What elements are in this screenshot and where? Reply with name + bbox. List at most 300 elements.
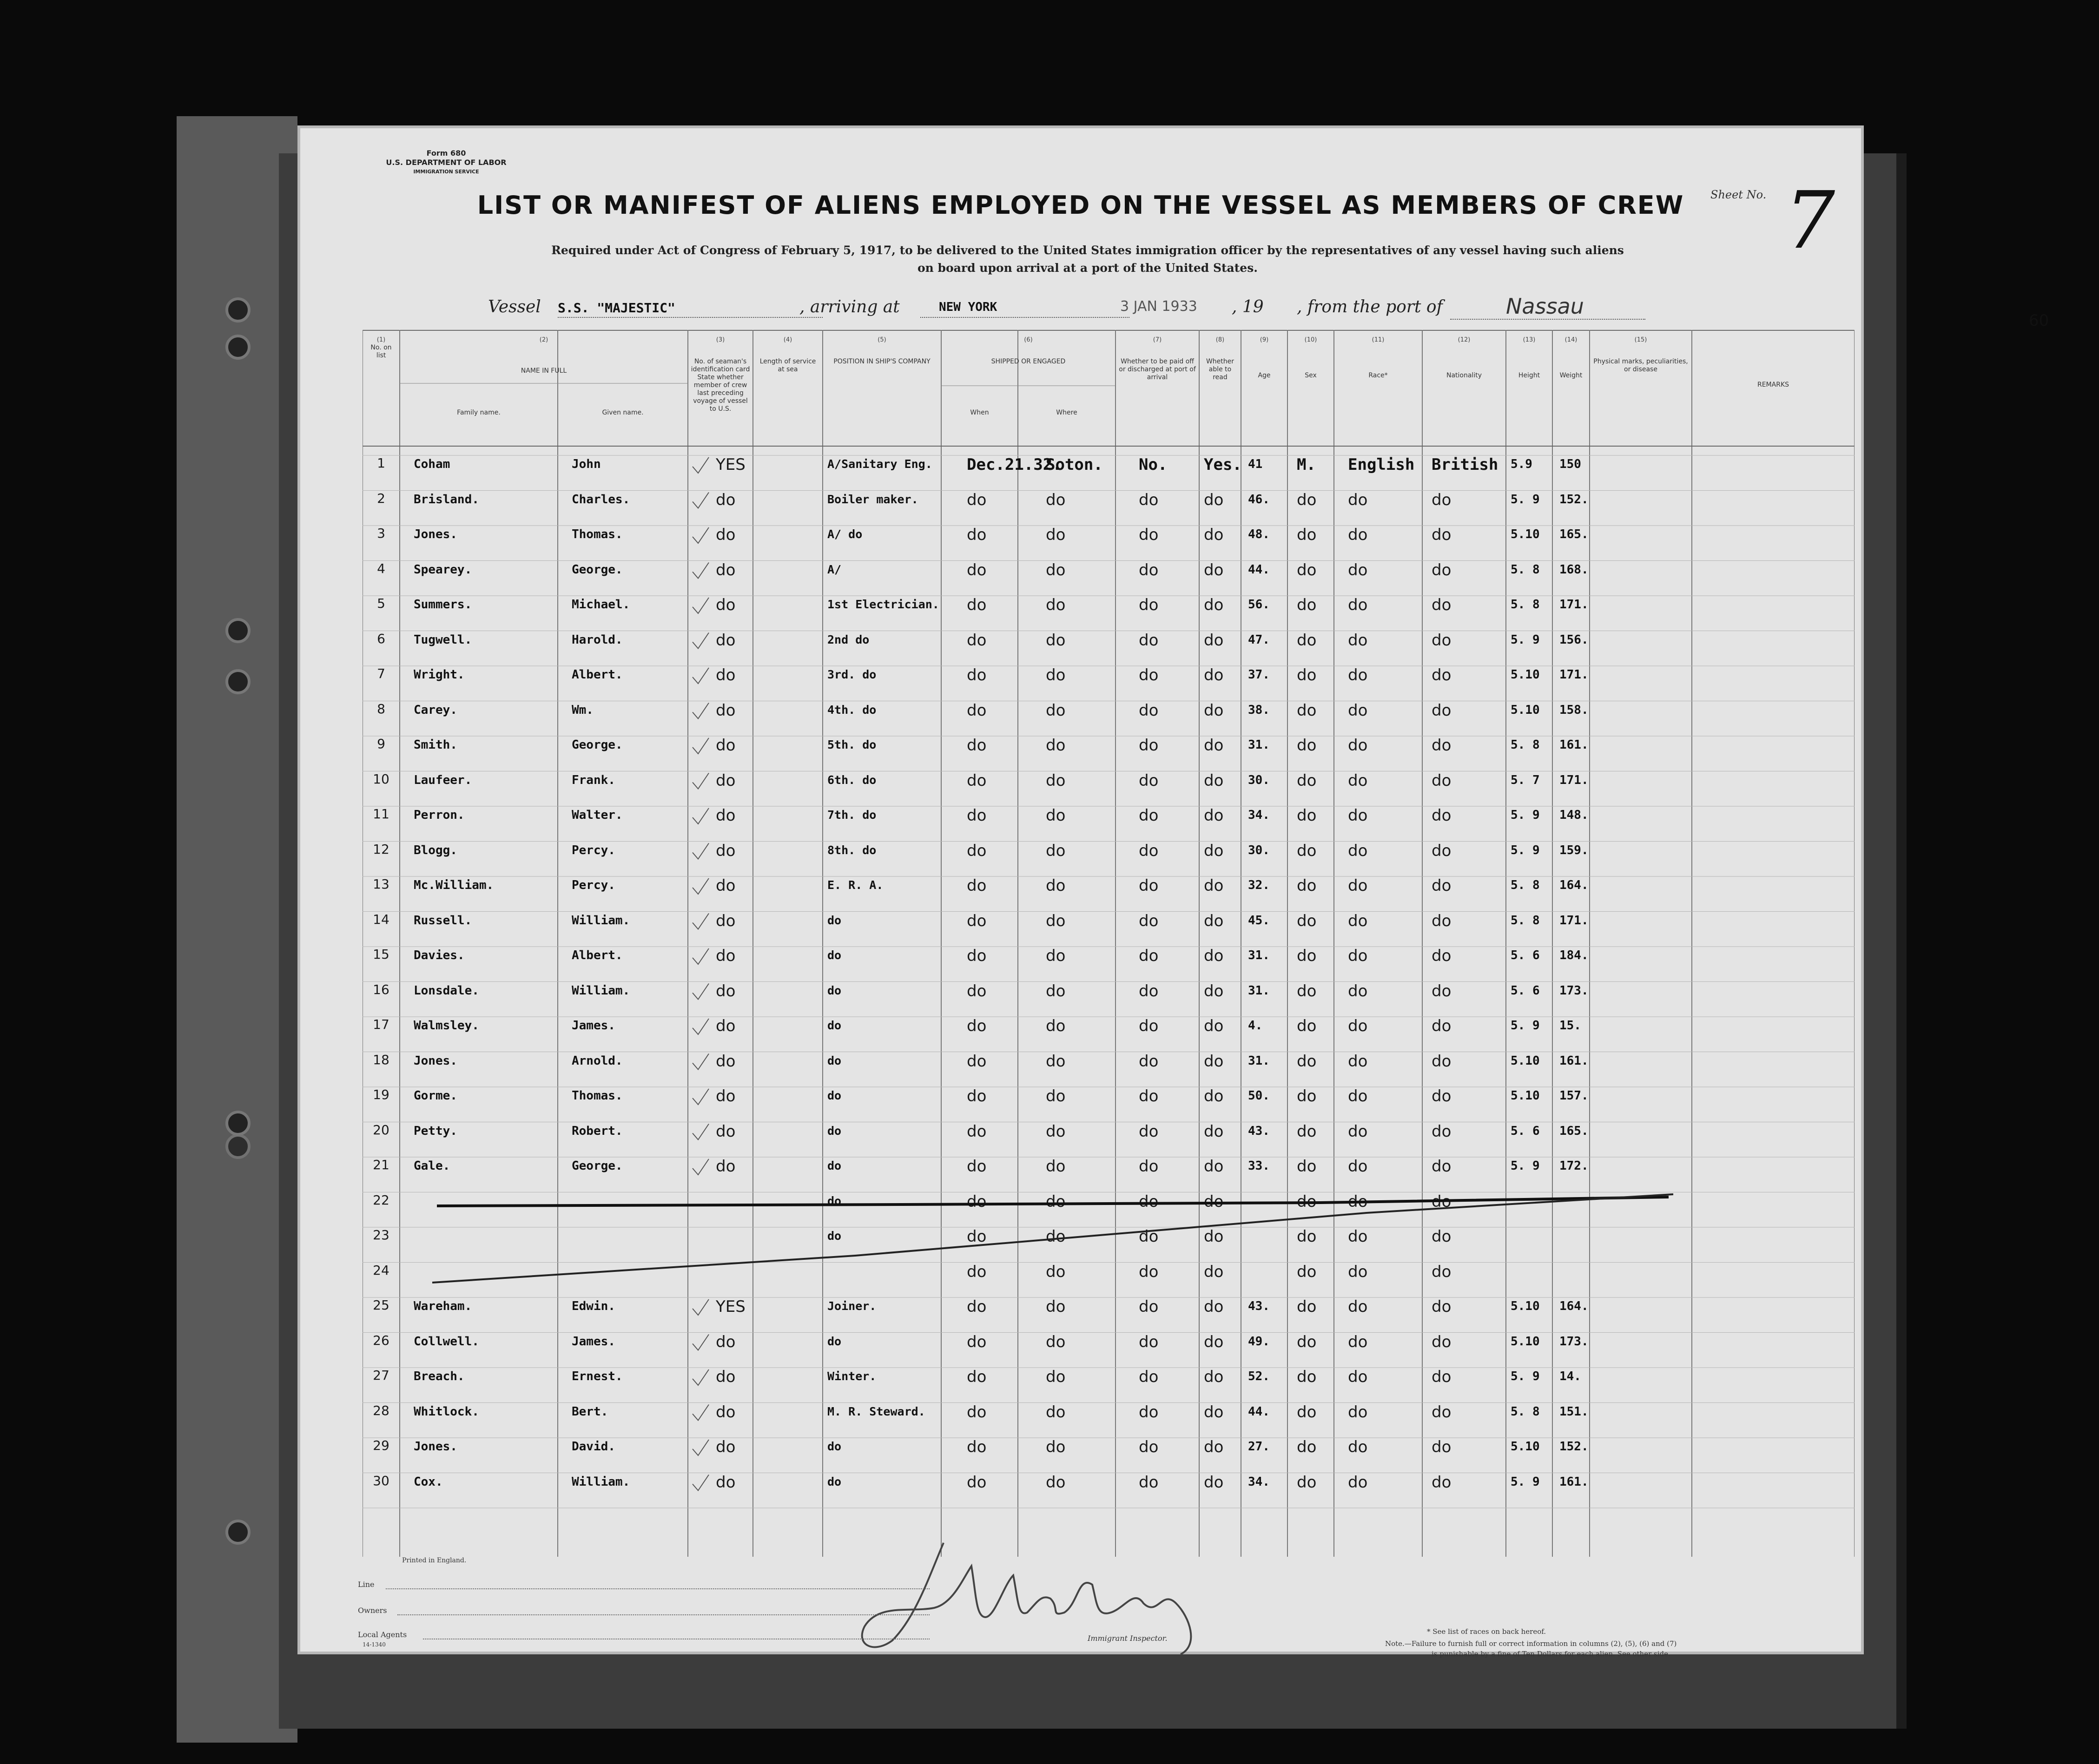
age-cell: 38. — [1248, 703, 1270, 717]
position-cell: 2nd do — [827, 632, 870, 646]
row-number: 26 — [373, 1332, 389, 1348]
when-cell: do — [967, 560, 987, 579]
given-name-cell: Bert. — [572, 1404, 608, 1419]
position-cell: do — [827, 1089, 842, 1102]
paid-off-cell: do — [1139, 1297, 1159, 1316]
sex-cell: do — [1297, 1157, 1317, 1176]
year-label: , 19 — [1232, 297, 1264, 316]
paid-off-cell: do — [1139, 771, 1159, 790]
able-to-read-cell: do — [1204, 736, 1224, 755]
when-cell: do — [967, 806, 987, 825]
race-cell: do — [1348, 1192, 1368, 1211]
age-cell: 44. — [1248, 1404, 1270, 1419]
card-cell: do — [716, 1438, 736, 1456]
age-cell: 4. — [1248, 1019, 1263, 1033]
card-cell: do — [716, 1473, 736, 1492]
col-nationality-number: (12) — [1458, 336, 1471, 343]
line-field[interactable] — [386, 1588, 930, 1589]
race-cell: do — [1348, 1087, 1368, 1106]
position-cell: 1st Electrician. — [827, 598, 939, 611]
sex-cell: do — [1297, 1192, 1317, 1211]
age-cell: 56. — [1248, 598, 1270, 612]
paid-off-cell: do — [1139, 806, 1159, 825]
sex-cell: do — [1297, 911, 1317, 930]
weight-cell: 171. — [1559, 598, 1589, 612]
able-to-read-cell: do — [1204, 526, 1224, 544]
able-to-read-cell: do — [1204, 876, 1224, 895]
fine-note-1: Note.—Failure to furnish full or correct information in columns (2), (5), (6) and (7) — [1385, 1639, 1677, 1648]
when-cell: do — [967, 1332, 987, 1351]
where-cell: do — [1046, 1227, 1066, 1246]
age-cell: 37. — [1248, 668, 1270, 682]
nationality-cell: do — [1432, 981, 1452, 1000]
paid-off-cell: do — [1139, 666, 1159, 685]
weight-cell: 161. — [1559, 1474, 1589, 1489]
where-cell: do — [1046, 1297, 1066, 1316]
able-to-read-cell: do — [1204, 1368, 1224, 1386]
where-cell: do — [1046, 526, 1066, 544]
given-name-cell: William. — [572, 983, 630, 998]
nationality-cell: do — [1432, 1297, 1452, 1316]
card-cell: do — [716, 947, 736, 965]
race-cell: do — [1348, 666, 1368, 685]
family-name-cell: Collwell. — [414, 1334, 479, 1349]
family-name-cell: Gale. — [414, 1159, 450, 1173]
height-cell: 5. 8 — [1511, 1404, 1540, 1419]
when-cell: do — [967, 1157, 987, 1176]
position-cell: do — [827, 1440, 842, 1453]
sex-cell: do — [1297, 1402, 1317, 1422]
family-name-cell: Jones. — [414, 1053, 457, 1068]
where-cell: do — [1046, 981, 1066, 1000]
height-cell: 5.10 — [1511, 527, 1540, 541]
given-name-cell: George. — [572, 562, 623, 577]
row-number: 28 — [373, 1402, 389, 1418]
able-to-read-cell: do — [1204, 596, 1224, 614]
able-to-read-cell: do — [1204, 1122, 1224, 1141]
when-cell: do — [967, 1227, 987, 1246]
when-cell: do — [967, 1473, 987, 1492]
col-weight-header: Weight — [1559, 372, 1583, 379]
race-cell: do — [1348, 947, 1368, 965]
given-name-cell: William. — [572, 913, 630, 928]
nationality-cell: do — [1432, 1157, 1452, 1176]
given-name-cell: William. — [572, 1474, 630, 1489]
given-name-cell: John — [572, 457, 601, 471]
card-cell: YES — [716, 1297, 746, 1316]
col-marks-header: Physical marks, peculiarities, or disease — [1593, 358, 1688, 373]
paid-off-cell: do — [1139, 736, 1159, 755]
given-name-cell: Charles. — [572, 492, 630, 507]
able-to-read-cell: do — [1204, 841, 1224, 860]
race-cell: do — [1348, 1332, 1368, 1351]
position-cell: A/ — [827, 562, 842, 576]
sex-cell: do — [1297, 947, 1317, 965]
paid-off-cell: do — [1139, 1438, 1159, 1456]
where-cell: do — [1046, 631, 1066, 650]
position-cell: A/Sanitary Eng. — [827, 457, 932, 471]
age-cell: 34. — [1248, 1474, 1270, 1489]
age-cell: 31. — [1248, 1053, 1270, 1068]
age-cell: 34. — [1248, 808, 1270, 822]
weight-cell: 172. — [1559, 1159, 1589, 1173]
family-name-cell: Blogg. — [414, 843, 457, 857]
printed-note: Printed in England. — [402, 1557, 467, 1564]
race-cell: do — [1348, 596, 1368, 614]
sex-cell: do — [1297, 841, 1317, 860]
card-cell: do — [716, 841, 736, 860]
height-cell: 5.9 — [1511, 457, 1532, 471]
family-name-cell: Gorme. — [414, 1089, 457, 1103]
race-cell: do — [1348, 1157, 1368, 1176]
race-cell: do — [1348, 876, 1368, 895]
paid-off-cell: do — [1139, 1368, 1159, 1386]
row-number: 2 — [377, 490, 385, 506]
height-cell: 5. 9 — [1511, 632, 1540, 647]
height-cell: 5.10 — [1511, 1440, 1540, 1454]
height-cell: 5.10 — [1511, 1053, 1540, 1068]
row-number: 10 — [373, 771, 389, 787]
paid-off-cell: do — [1139, 876, 1159, 895]
sex-cell: do — [1297, 1052, 1317, 1071]
paid-off-cell: do — [1139, 1052, 1159, 1071]
given-name-cell: Harold. — [572, 632, 623, 647]
nationality-cell: do — [1432, 947, 1452, 965]
race-cell: do — [1348, 1122, 1368, 1141]
binder-hole — [225, 618, 251, 643]
col-service-number: (4) — [783, 336, 792, 343]
family-name-cell: Smith. — [414, 738, 457, 752]
where-cell: do — [1046, 911, 1066, 930]
row-number: 15 — [373, 947, 389, 962]
weight-cell: 184. — [1559, 948, 1589, 962]
paid-off-cell: No. — [1139, 455, 1168, 474]
paid-off-cell: do — [1139, 1122, 1159, 1141]
sex-cell: do — [1297, 666, 1317, 685]
nationality-cell: do — [1432, 911, 1452, 930]
position-cell: Boiler maker. — [827, 492, 918, 506]
weight-cell: 161. — [1559, 738, 1589, 752]
nationality-cell: do — [1432, 526, 1452, 544]
col-paid-number: (7) — [1153, 336, 1162, 343]
col-sex-number: (10) — [1304, 336, 1317, 343]
height-cell: 5. 9 — [1511, 492, 1540, 507]
able-to-read-cell: do — [1204, 1402, 1224, 1422]
row-number: 22 — [373, 1192, 389, 1208]
row-number: 27 — [373, 1368, 389, 1383]
sex-cell: do — [1297, 1262, 1317, 1281]
age-cell: 30. — [1248, 843, 1270, 857]
sheet-number: 7 — [1785, 175, 1835, 267]
able-to-read-cell: do — [1204, 631, 1224, 650]
weight-cell: 148. — [1559, 808, 1589, 822]
col-position-header: POSITION IN SHIP'S COMPANY — [833, 358, 931, 365]
arriving-label: , arriving at — [799, 297, 900, 316]
age-cell: 41 — [1248, 457, 1263, 471]
paid-off-cell: do — [1139, 1227, 1159, 1246]
form-code: 14-1340 — [363, 1641, 386, 1648]
row-number: 19 — [373, 1087, 389, 1102]
height-cell: 5.10 — [1511, 1299, 1540, 1313]
sex-cell: do — [1297, 736, 1317, 755]
page-title: LIST OR MANIFEST OF ALIENS EMPLOYED ON THE VESSEL AS MEMBERS OF CREW — [477, 191, 1684, 220]
fine-note-2: is punishable by a fine of Ten Dollars for each alien. See other side. — [1432, 1650, 1670, 1658]
position-cell: Joiner. — [827, 1299, 877, 1313]
able-to-read-cell: do — [1204, 1192, 1224, 1211]
where-cell: do — [1046, 560, 1066, 579]
row-number: 18 — [373, 1052, 389, 1067]
family-name-cell: Perron. — [414, 808, 465, 822]
given-name-cell: James. — [572, 1334, 615, 1349]
owners-field[interactable] — [397, 1614, 930, 1615]
given-name-cell: Walter. — [572, 808, 623, 822]
where-cell: do — [1046, 771, 1066, 790]
height-cell: 5.10 — [1511, 703, 1540, 717]
where-cell: do — [1046, 596, 1066, 614]
height-cell: 5. 8 — [1511, 562, 1540, 577]
row-number: 9 — [377, 736, 385, 751]
where-cell: do — [1046, 876, 1066, 895]
weight-cell: 15. — [1559, 1019, 1581, 1033]
position-cell: do — [827, 1124, 842, 1138]
nationality-cell: do — [1432, 1402, 1452, 1422]
family-name-cell: Mc.William. — [414, 878, 494, 892]
binder-hole — [225, 1134, 251, 1159]
position-cell: do — [827, 1334, 842, 1348]
height-cell: 5. 9 — [1511, 1159, 1540, 1173]
when-cell: do — [967, 1017, 987, 1035]
height-cell: 5. 8 — [1511, 913, 1540, 928]
col-no-number: (1) — [376, 336, 386, 343]
col-sex-header: Sex — [1305, 372, 1317, 379]
able-to-read-cell: do — [1204, 490, 1224, 509]
age-cell: 45. — [1248, 913, 1270, 928]
age-cell: 43. — [1248, 1124, 1270, 1138]
binder-hole — [225, 297, 251, 323]
race-cell: do — [1348, 1438, 1368, 1456]
weight-cell: 168. — [1559, 562, 1589, 577]
when-cell: do — [967, 736, 987, 755]
age-cell: 46. — [1248, 492, 1270, 507]
when-cell: do — [967, 666, 987, 685]
nationality-cell: do — [1432, 1368, 1452, 1386]
paid-off-cell: do — [1139, 1017, 1159, 1035]
sex-cell: do — [1297, 981, 1317, 1000]
race-cell: do — [1348, 1052, 1368, 1071]
able-to-read-cell: do — [1204, 981, 1224, 1000]
card-cell: do — [716, 526, 736, 544]
paid-off-cell: do — [1139, 981, 1159, 1000]
col-card-header: No. of seaman's identification card State whether member of crew last preceding voyage of vessel to U.S. — [691, 358, 750, 413]
position-cell: M. R. Steward. — [827, 1404, 925, 1418]
nationality-cell: do — [1432, 1052, 1452, 1071]
given-name-cell: Michael. — [572, 598, 630, 612]
position-cell: 7th. do — [827, 808, 877, 822]
paid-off-cell: do — [1139, 490, 1159, 509]
where-cell: do — [1046, 736, 1066, 755]
where-cell: Soton. — [1046, 455, 1103, 474]
height-cell: 5.10 — [1511, 1334, 1540, 1349]
age-cell: 52. — [1248, 1369, 1270, 1383]
sex-cell: do — [1297, 876, 1317, 895]
given-name-cell: Thomas. — [572, 1089, 623, 1103]
when-cell: do — [967, 490, 987, 509]
col-read-header: Whether able to read — [1206, 358, 1234, 381]
sex-cell: do — [1297, 806, 1317, 825]
family-name-cell: Jones. — [414, 1440, 457, 1454]
line-label: Line — [358, 1580, 375, 1589]
able-to-read-cell: do — [1204, 1262, 1224, 1281]
where-cell: do — [1046, 841, 1066, 860]
vessel-name: S.S. "MAJESTIC" — [558, 300, 675, 316]
card-cell: do — [716, 981, 736, 1000]
col-shipped-header: SHIPPED OR ENGAGED — [991, 358, 1066, 365]
height-cell: 5. 6 — [1511, 948, 1540, 962]
able-to-read-cell: do — [1204, 911, 1224, 930]
family-name-cell: Petty. — [414, 1124, 457, 1138]
age-cell: 50. — [1248, 1089, 1270, 1103]
sex-cell: do — [1297, 1087, 1317, 1106]
col-name-number: (2) — [539, 336, 548, 343]
form-number: Form 680 — [426, 149, 466, 158]
family-name-cell: Lonsdale. — [414, 983, 479, 998]
card-cell: do — [716, 631, 736, 650]
sex-cell: do — [1297, 701, 1317, 720]
col-read-number: (8) — [1215, 336, 1225, 343]
where-cell: do — [1046, 490, 1066, 509]
where-cell: do — [1046, 1262, 1066, 1281]
row-number: 29 — [373, 1438, 389, 1453]
height-cell: 5. 9 — [1511, 1019, 1540, 1033]
card-cell: do — [716, 666, 736, 685]
given-name-cell: James. — [572, 1019, 615, 1033]
weight-cell: 161. — [1559, 1053, 1589, 1068]
row-number: 5 — [377, 596, 385, 611]
race-cell: do — [1348, 736, 1368, 755]
height-cell: 5. 8 — [1511, 878, 1540, 892]
family-name-cell: Summers. — [414, 598, 472, 612]
paid-off-cell: do — [1139, 1332, 1159, 1351]
where-cell: do — [1046, 1052, 1066, 1071]
when-cell: do — [967, 1402, 987, 1422]
nationality-cell: do — [1432, 1473, 1452, 1492]
card-cell: do — [716, 911, 736, 930]
family-name-cell: Carey. — [414, 703, 457, 717]
col-position-number: (5) — [878, 336, 886, 343]
height-cell: 5. 9 — [1511, 843, 1540, 857]
weight-cell: 164. — [1559, 878, 1589, 892]
given-name-cell: Frank. — [572, 773, 615, 787]
weight-cell: 173. — [1559, 1334, 1589, 1349]
given-name-cell: Percy. — [572, 843, 615, 857]
height-cell: 5. 6 — [1511, 983, 1540, 998]
card-cell: do — [716, 701, 736, 720]
height-cell: 5. 9 — [1511, 808, 1540, 822]
where-cell: do — [1046, 1122, 1066, 1141]
agents-label: Local Agents — [358, 1630, 407, 1639]
weight-cell: 171. — [1559, 913, 1589, 928]
given-name-cell: David. — [572, 1440, 615, 1454]
able-to-read-cell: do — [1204, 560, 1224, 579]
row-number: 4 — [377, 560, 385, 576]
able-to-read-cell: do — [1204, 1473, 1224, 1492]
where-cell: do — [1046, 1157, 1066, 1176]
family-name-cell: Walmsley. — [414, 1019, 479, 1033]
given-name-cell: George. — [572, 738, 623, 752]
position-cell: do — [827, 1019, 842, 1032]
race-cell: English — [1348, 455, 1415, 474]
where-cell: do — [1046, 1087, 1066, 1106]
row-number: 12 — [373, 841, 389, 857]
where-cell: do — [1046, 1473, 1066, 1492]
sex-cell: do — [1297, 560, 1317, 579]
subtitle-line-2: on board upon arrival at a port of the United States. — [917, 261, 1258, 275]
weight-cell: 171. — [1559, 668, 1589, 682]
strike-lines — [297, 125, 1864, 1654]
col-no-header: No. on list — [370, 344, 392, 359]
nationality-cell: do — [1432, 701, 1452, 720]
race-cell: do — [1348, 1017, 1368, 1035]
family-name-cell: Laufeer. — [414, 773, 472, 787]
when-cell: do — [967, 1192, 987, 1211]
race-cell: do — [1348, 771, 1368, 790]
able-to-read-cell: do — [1204, 666, 1224, 685]
position-cell: E. R. A. — [827, 878, 884, 892]
nationality-cell: do — [1432, 1262, 1452, 1281]
sex-cell: do — [1297, 1438, 1317, 1456]
nationality-cell: do — [1432, 876, 1452, 895]
given-name-cell: George. — [572, 1159, 623, 1173]
row-number: 17 — [373, 1017, 389, 1032]
race-cell: do — [1348, 631, 1368, 650]
where-cell: do — [1046, 1368, 1066, 1386]
sex-cell: do — [1297, 1227, 1317, 1246]
position-cell: do — [827, 983, 842, 997]
weight-cell: 171. — [1559, 773, 1589, 787]
when-cell: do — [967, 771, 987, 790]
when-cell: do — [967, 596, 987, 614]
col-paid-header: Whether to be paid off or discharged at port of arrival — [1119, 358, 1196, 381]
when-cell: do — [967, 1438, 987, 1456]
nationality-cell: do — [1432, 596, 1452, 614]
card-cell: do — [716, 560, 736, 579]
paid-off-cell: do — [1139, 1262, 1159, 1281]
race-cell: do — [1348, 806, 1368, 825]
col-race-header: Race* — [1368, 372, 1388, 379]
weight-cell: 156. — [1559, 632, 1589, 647]
card-cell: YES — [716, 455, 746, 474]
race-cell: do — [1348, 526, 1368, 544]
card-cell: do — [716, 596, 736, 614]
able-to-read-cell: do — [1204, 806, 1224, 825]
given-name-cell: Wm. — [572, 703, 594, 717]
col-weight-number: (14) — [1564, 336, 1578, 343]
binder-hole — [225, 335, 251, 360]
col-remarks-header: REMARKS — [1757, 381, 1789, 388]
race-cell: do — [1348, 1262, 1368, 1281]
position-cell: 8th. do — [827, 843, 877, 857]
card-cell: do — [716, 736, 736, 755]
subtitle-line-1: Required under Act of Congress of February 5, 1917, to be delivered to the United States immigration officer by the representatives of any vessel having such aliens — [551, 244, 1624, 257]
position-cell: 5th. do — [827, 738, 877, 751]
sex-cell: do — [1297, 631, 1317, 650]
race-cell: do — [1348, 1473, 1368, 1492]
card-cell: do — [716, 1332, 736, 1351]
position-cell: 4th. do — [827, 703, 877, 717]
from-label: , from the port of — [1297, 297, 1443, 316]
weight-cell: 152. — [1559, 492, 1589, 507]
card-cell: do — [716, 1402, 736, 1422]
